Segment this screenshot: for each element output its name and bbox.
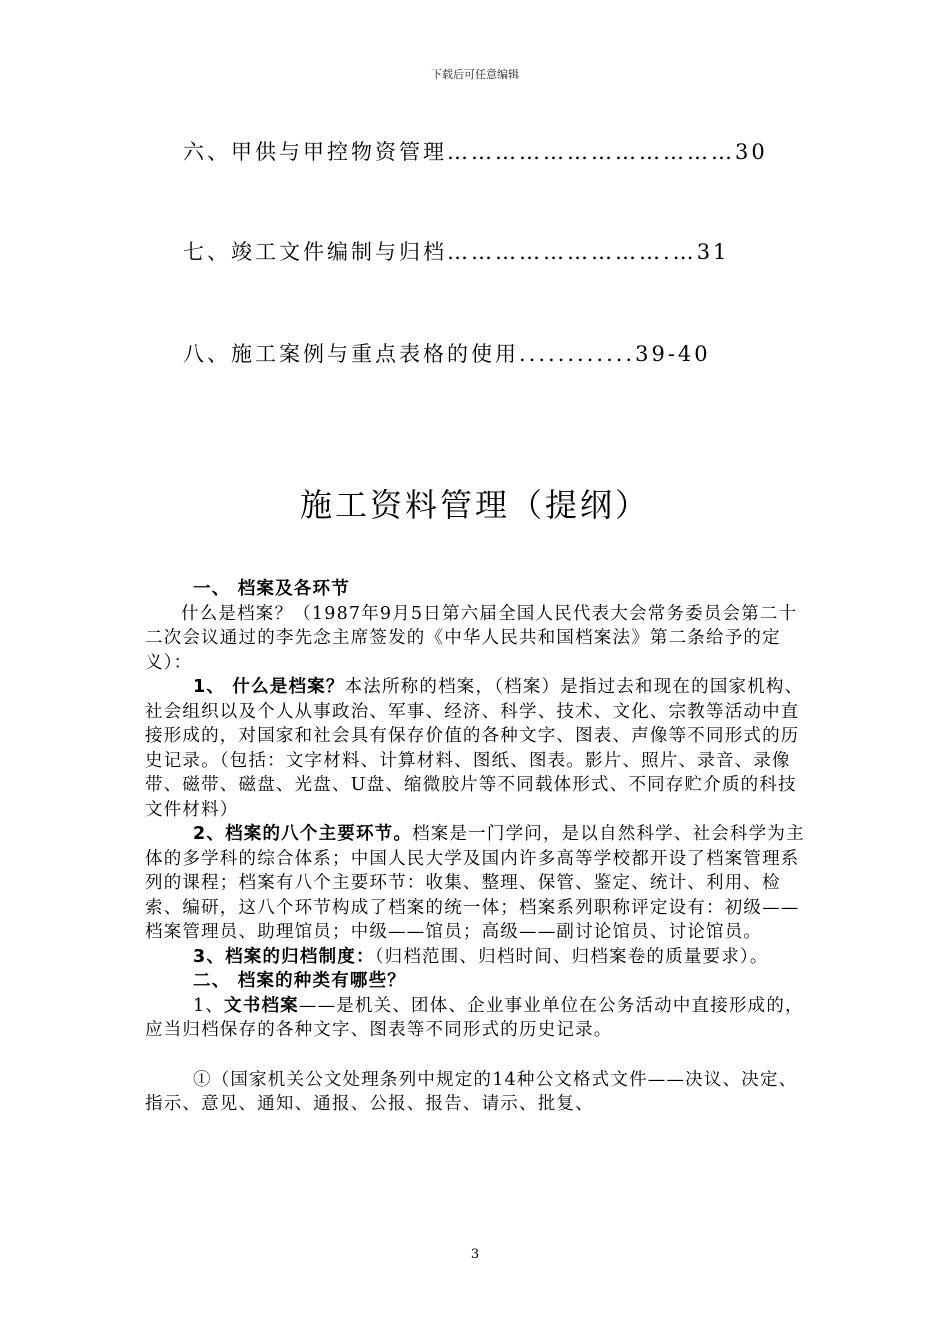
toc-entry xyxy=(183,136,783,166)
paragraph xyxy=(145,675,810,822)
toc-page: 30 xyxy=(735,140,768,164)
toc-label: 八、施工案例与重点表格的使用 xyxy=(183,342,519,366)
section-heading: 二、 档案的种类有哪些？ xyxy=(193,971,406,991)
toc-leader: ............ xyxy=(519,342,636,366)
paragraph-text: ——是机关、团体、企业事业单位在公务活动中直接形成的，应当归档保存的各种文字、图表等不同形式的历史记录。 xyxy=(145,995,804,1040)
toc-label: 六、甲供与甲控物资管理 xyxy=(183,140,447,164)
paragraph xyxy=(145,822,810,945)
paragraph-label: 文书档案 xyxy=(224,995,299,1016)
paragraph-text: 档案是一门学问，是以自然科学、社会科学为主体的多学科的综合体系；中国人民大学及国内许多高等学校都开设了档案管理系列的课程；档案有八个主要环节：收集、整理、保管、鉴定、统计、利用、检索、编研，这八个环节构成了档案的统一体；档案系列职称评定设有：初级——档案管理员、助理馆员；中级——馆员；高级——副讨论馆员、讨论馆员。 xyxy=(145,824,805,942)
paragraph-prefix: 1、 xyxy=(193,995,225,1016)
toc-page: 39-40 xyxy=(635,342,711,366)
toc-entry xyxy=(183,338,783,368)
paragraph xyxy=(145,994,810,1043)
paragraph-label: 2、档案的八个主要环节。 xyxy=(193,824,413,844)
document-body xyxy=(145,577,810,1117)
toc-leader: ……………………………… xyxy=(447,140,735,164)
section-heading: 一、 档案及各环节 xyxy=(193,579,350,599)
paragraph: 什么是档案？（1987年9月5日第六届全国人民代表大会常务委员会第二十二次会议通过的李先念主席签发的《中华人民共和国档案法》第二条给予的定义）： xyxy=(145,603,798,673)
paragraph-text: （归档范围、归档时间、归档案卷的质量要求）。 xyxy=(374,946,769,967)
toc-page: 31 xyxy=(696,240,730,264)
spacer xyxy=(145,1043,810,1068)
document-title: 施工资料管理（提纲） xyxy=(299,486,650,524)
page-number: 3 xyxy=(470,1247,480,1262)
paragraph xyxy=(145,945,810,970)
paragraph-text: 本法所称的档案，（档案）是指过去和现在的国家机构、社会组织以及个人从事政治、军事、经济、科学、技术、文化、宗教等活动中直接形成的，对国家和社会具有保存价值的各种文字、图表、声像等不同形式的历史记录。（包括：文字材料、计算材料、图纸、图表。影片、照片、录音、录像带、磁带、磁盘、光盘、U盘、缩微胶片等不同载体形式、不同存贮介质的科技文件材料） xyxy=(145,677,804,820)
paragraph: ①（国家机关公文处理条列中规定的14种公文格式文件——决议、决定、指示、意见、通知、通报、公报、报告、请示、批复、 xyxy=(145,1069,798,1114)
toc-entry xyxy=(183,236,783,266)
paragraph-label: 3、档案的归档制度： xyxy=(193,946,375,967)
paragraph-label: 1、 什么是档案？ xyxy=(193,677,345,697)
toc-leader: ……………………….… xyxy=(447,240,697,264)
page-header: 下载后可任意编辑 xyxy=(431,68,519,81)
toc-label: 七、竣工文件编制与归档 xyxy=(183,240,447,264)
